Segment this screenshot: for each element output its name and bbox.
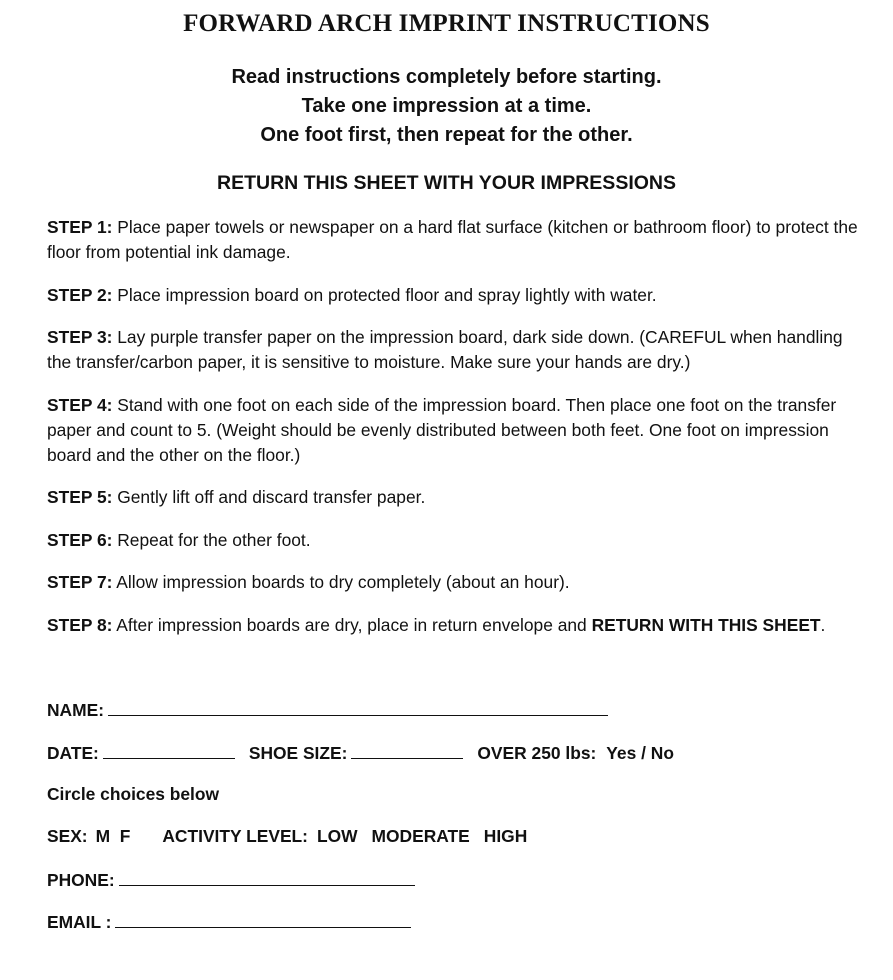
name-row bbox=[47, 697, 608, 722]
activity-option-high[interactable]: HIGH bbox=[483, 826, 528, 846]
step-label: STEP 3: bbox=[47, 327, 113, 347]
email-row bbox=[47, 909, 411, 934]
step-label: STEP 2: bbox=[47, 285, 113, 305]
step-text: Lay purple transfer paper on the impression board, dark side down. (CAREFUL when handling the transfer/carbon paper, it is sensitive to moisture. Make sure your hands are dry.) bbox=[47, 327, 843, 372]
sex-label: SEX: bbox=[47, 826, 88, 846]
phone-field[interactable] bbox=[119, 867, 415, 886]
email-field[interactable] bbox=[115, 909, 411, 928]
page-title: FORWARD ARCH IMPRINT INSTRUCTIONS bbox=[183, 10, 710, 37]
step-text: Place paper towels or newspaper on a hard flat surface (kitchen or bathroom floor) to protect the floor from potential ink damage. bbox=[47, 217, 858, 262]
date-label: DATE: bbox=[47, 743, 99, 763]
step-4 bbox=[47, 393, 867, 468]
phone-row bbox=[47, 867, 415, 892]
over-250-options[interactable]: Yes / No bbox=[606, 743, 674, 763]
intro-line-3: One foot first, then repeat for the other. bbox=[260, 124, 633, 146]
step-3 bbox=[47, 325, 867, 375]
step-label: STEP 4: bbox=[47, 395, 113, 415]
date-field[interactable] bbox=[103, 740, 235, 759]
step-text: Allow impression boards to dry completely (about an hour). bbox=[112, 572, 570, 592]
step-7 bbox=[47, 570, 867, 595]
step-tail: . bbox=[820, 615, 826, 635]
sex-options[interactable]: M F bbox=[95, 826, 131, 846]
step-1 bbox=[47, 215, 867, 265]
step-emphasis: RETURN WITH THIS SHEET bbox=[591, 615, 821, 635]
shoe-size-field[interactable] bbox=[351, 740, 463, 759]
step-6 bbox=[47, 528, 867, 553]
step-8 bbox=[47, 613, 887, 638]
step-label: STEP 7: bbox=[47, 572, 113, 592]
name-label: NAME: bbox=[47, 700, 104, 720]
step-2 bbox=[47, 283, 867, 308]
step-text: After impression boards are dry, place in return envelope and bbox=[112, 615, 592, 635]
date-row bbox=[47, 740, 674, 765]
circle-note: Circle choices below bbox=[47, 784, 220, 804]
shoe-size-label: SHOE SIZE: bbox=[248, 743, 348, 763]
activity-level-label: ACTIVITY LEVEL: bbox=[162, 826, 308, 846]
step-label: STEP 6: bbox=[47, 530, 113, 550]
phone-label: PHONE: bbox=[47, 870, 115, 890]
step-5 bbox=[47, 485, 867, 510]
step-text: Gently lift off and discard transfer paper. bbox=[112, 487, 426, 507]
sex-activity-row bbox=[47, 824, 527, 848]
step-text: Repeat for the other foot. bbox=[112, 530, 311, 550]
intro-line-2: Take one impression at a time. bbox=[301, 95, 592, 117]
activity-option-low[interactable]: LOW bbox=[316, 826, 358, 846]
email-label: EMAIL : bbox=[47, 912, 112, 932]
step-text: Place impression board on protected floor and spray lightly with water. bbox=[112, 285, 657, 305]
step-label: STEP 1: bbox=[47, 217, 113, 237]
activity-option-moderate[interactable]: MODERATE bbox=[371, 826, 470, 846]
over-250-label: OVER 250 lbs: bbox=[477, 743, 597, 763]
step-label: STEP 8: bbox=[47, 615, 113, 635]
intro-line-1: Read instructions completely before starting. bbox=[231, 66, 662, 88]
step-label: STEP 5: bbox=[47, 487, 113, 507]
name-field[interactable] bbox=[108, 697, 608, 716]
return-notice: RETURN THIS SHEET WITH YOUR IMPRESSIONS bbox=[216, 172, 676, 194]
step-text: Stand with one foot on each side of the impression board. Then place one foot on the transfer paper and count to 5. (Weight should be evenly distributed between both feet. One foot on impression board and the other on the floor.) bbox=[47, 395, 837, 465]
